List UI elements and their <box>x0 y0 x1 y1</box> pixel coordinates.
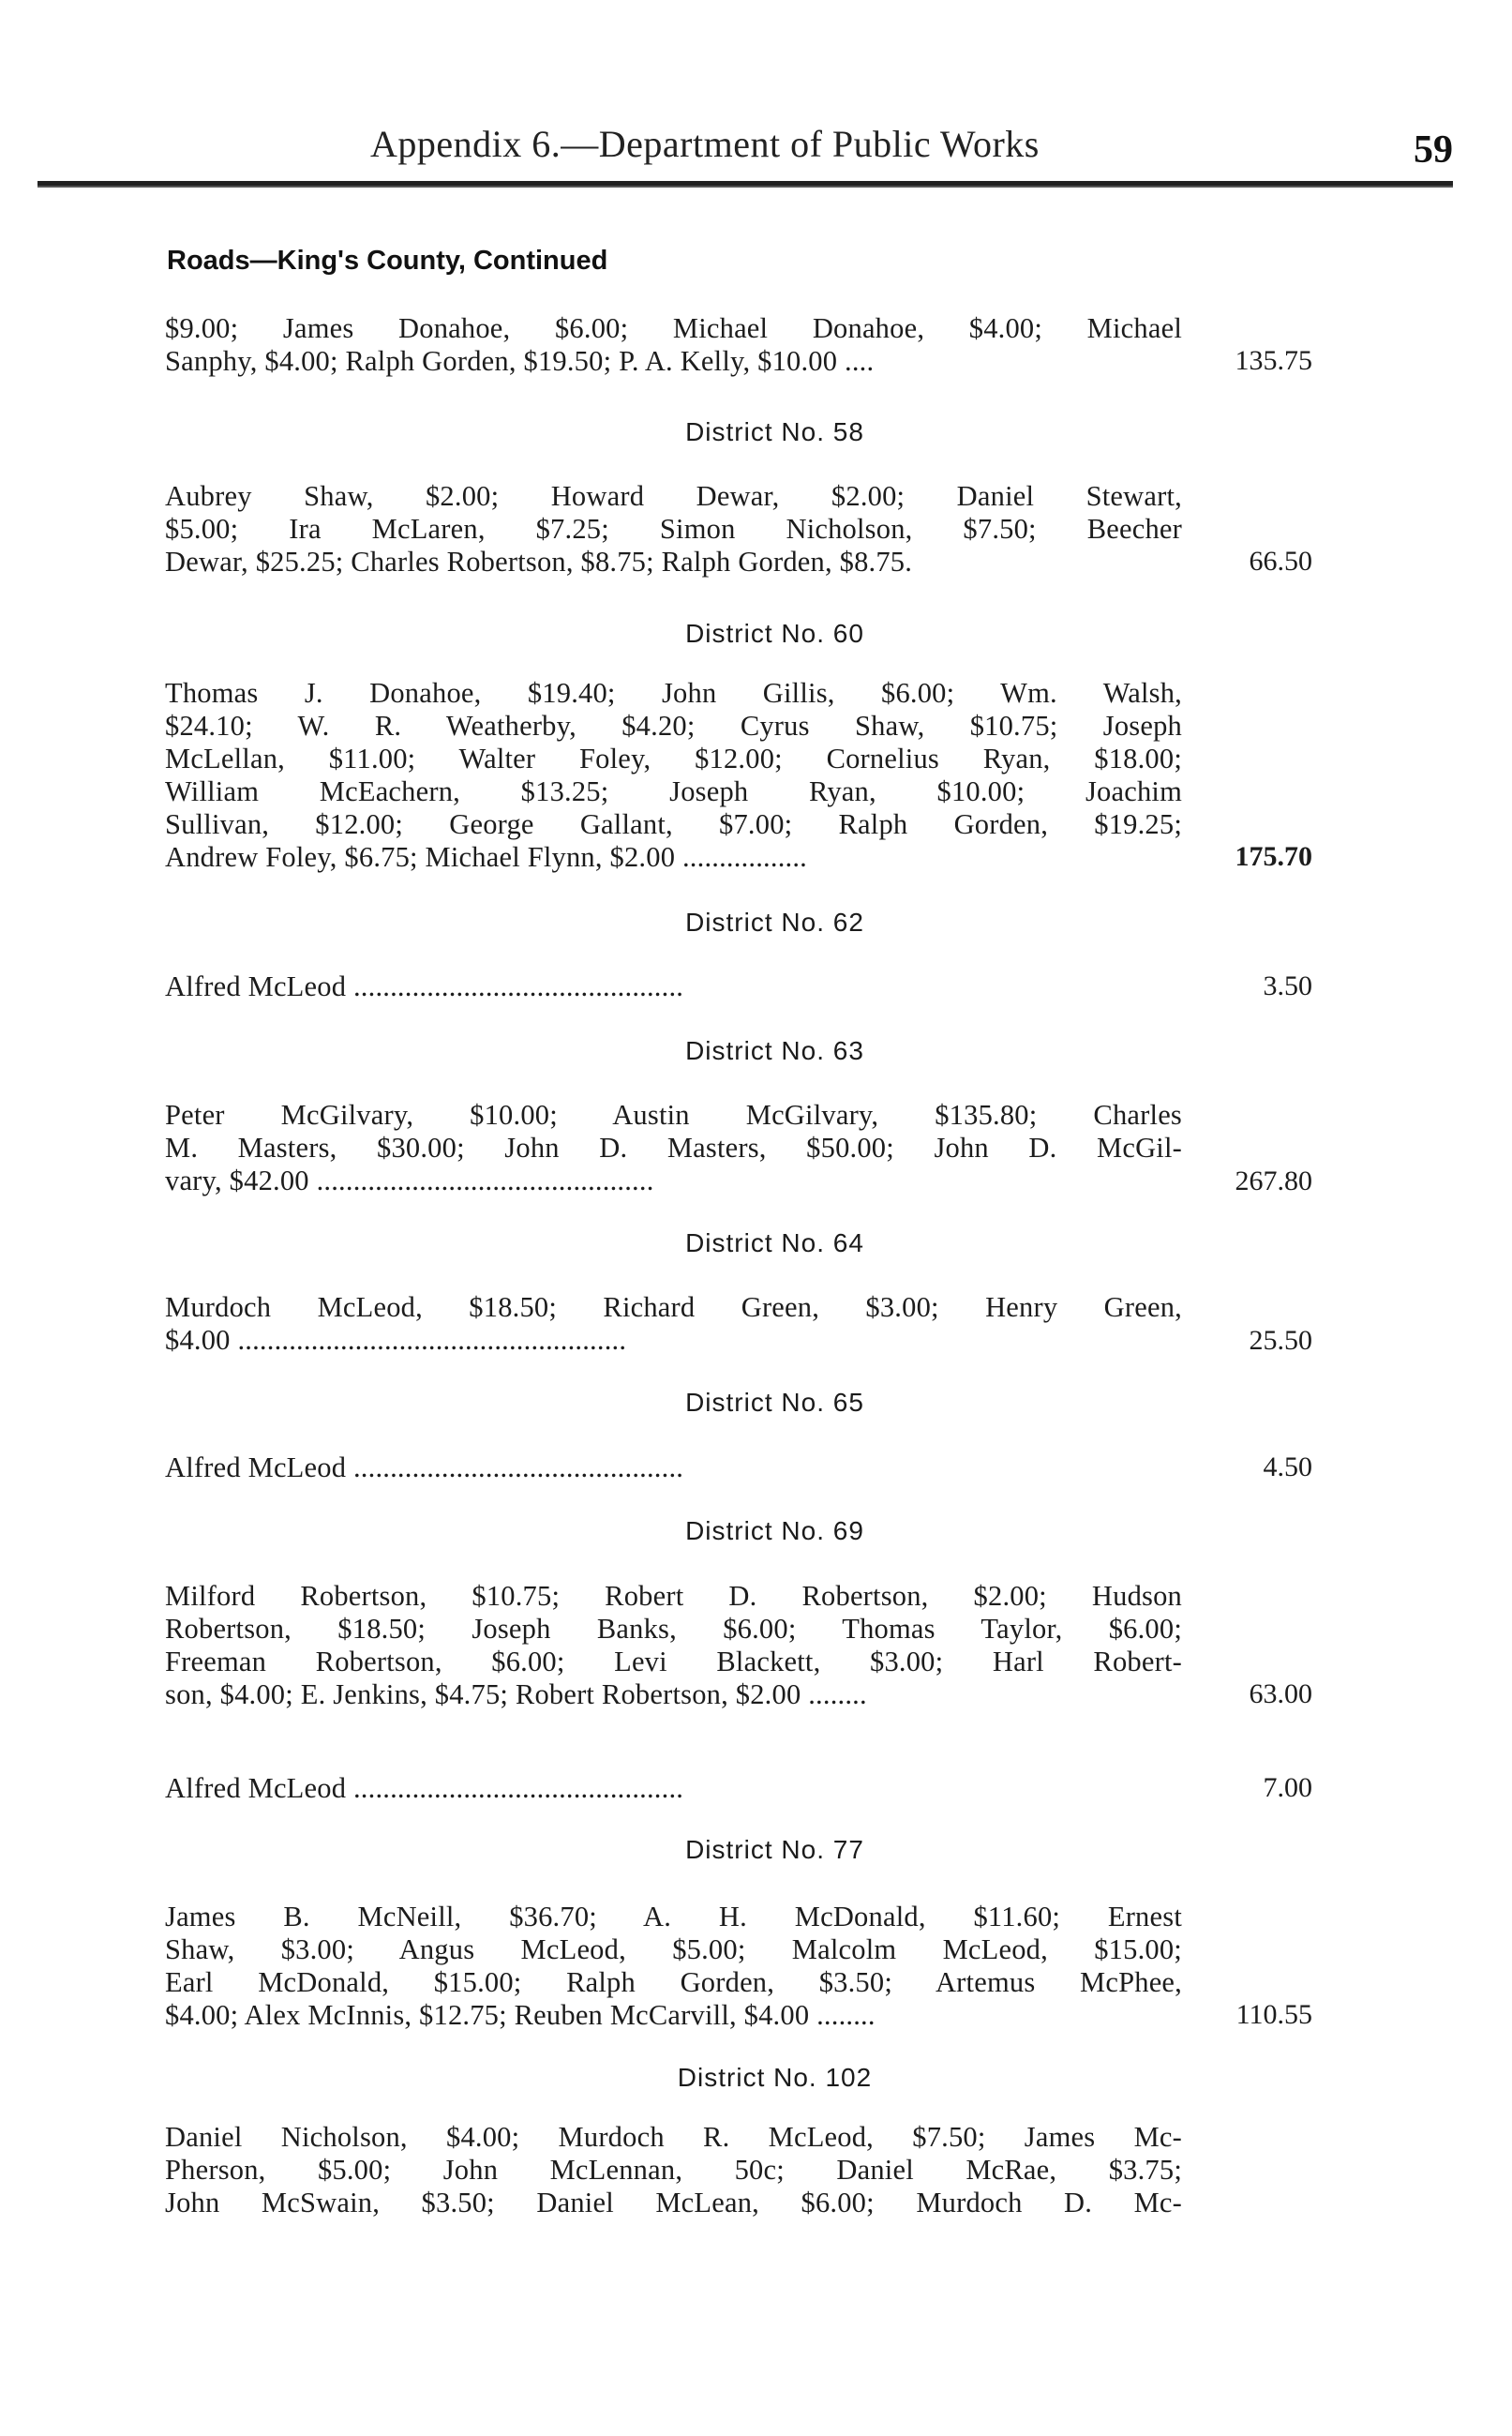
district-heading: District No. 58 <box>685 417 864 446</box>
entry-line: McLellan, $11.00; Walter Foley, $12.00; Cornelius Ryan, $18.00; <box>165 743 1182 774</box>
district-total: 66.50 <box>1249 546 1312 577</box>
district-entry <box>165 1451 1196 1484</box>
district-entry <box>165 1099 1196 1197</box>
district-heading: District No. 69 <box>685 1516 864 1545</box>
continuation-entry <box>165 312 1196 378</box>
district-heading: District No. 62 <box>685 908 864 937</box>
section-title: Roads—King's County, Continued <box>167 246 608 276</box>
entry-line: $24.10; W. R. Weatherby, $4.20; Cyrus Shaw, $10.75; Joseph <box>165 710 1182 742</box>
entry-line: Alfred McLeod ............................................. <box>165 970 684 1002</box>
entry-line: Murdoch McLeod, $18.50; Richard Green, $3.00; Henry Green, <box>165 1291 1182 1323</box>
district-total: 4.50 <box>1263 1451 1312 1482</box>
district-total: 25.50 <box>1249 1325 1312 1356</box>
entry-line: Andrew Foley, $6.75; Michael Flynn, $2.00 ................. <box>165 841 808 873</box>
district-heading: District No. 60 <box>685 619 864 648</box>
district-total: 63.00 <box>1249 1678 1312 1709</box>
entry-line: William McEachern, $13.25; Joseph Ryan, $10.00; Joachim <box>165 775 1182 807</box>
entry-line: Peter McGilvary, $10.00; Austin McGilvary, $135.80; Charles <box>165 1099 1182 1131</box>
entry-line: Sullivan, $12.00; George Gallant, $7.00; Ralph Gorden, $19.25; <box>165 808 1182 840</box>
district-heading: District No. 65 <box>685 1388 864 1417</box>
district-entry <box>165 970 1196 1003</box>
district-heading: District No. 102 <box>677 2063 873 2092</box>
district-entry <box>165 1901 1196 2032</box>
district-entry <box>165 2121 1196 2219</box>
entry-line: Pherson, $5.00; John McLennan, 50c; Daniel McRae, $3.75; <box>165 2154 1182 2186</box>
district-entry-extra <box>165 1772 1196 1805</box>
entry-line: Alfred McLeod ............................................. <box>165 1772 684 1804</box>
entry-line: Dewar, $25.25; Charles Robertson, $8.75; Ralph Gorden, $8.75. <box>165 546 913 578</box>
entry-line: $5.00; Ira McLaren, $7.25; Simon Nicholson, $7.50; Beecher <box>165 513 1182 545</box>
district-total: 3.50 <box>1263 970 1312 1001</box>
page-number: 59 <box>1414 128 1453 172</box>
entry-line: Daniel Nicholson, $4.00; Murdoch R. McLeod, $7.50; James Mc- <box>165 2121 1182 2153</box>
entry-line: Aubrey Shaw, $2.00; Howard Dewar, $2.00; Daniel Stewart, <box>165 480 1182 512</box>
district-entry <box>165 1580 1196 1711</box>
continuation-total: 135.75 <box>1235 345 1312 376</box>
district-entry <box>165 1291 1196 1357</box>
district-total: 110.55 <box>1235 1999 1312 2030</box>
district-entry <box>165 480 1196 579</box>
entry-line: Milford Robertson, $10.75; Robert D. Robertson, $2.00; Hudson <box>165 1580 1182 1612</box>
district-total: 267.80 <box>1235 1165 1312 1196</box>
district-heading: District No. 77 <box>685 1835 864 1864</box>
running-title: Appendix 6.—Department of Public Works <box>370 123 1040 165</box>
entry-line: Freeman Robertson, $6.00; Levi Blackett, $3.00; Harl Robert- <box>165 1646 1182 1677</box>
entry-line: $4.00; Alex McInnis, $12.75; Reuben McCarvill, $4.00 ........ <box>165 1999 876 2031</box>
district-total: 7.00 <box>1263 1772 1312 1803</box>
entry-line: Alfred McLeod ............................................. <box>165 1451 684 1483</box>
entry-line: John McSwain, $3.50; Daniel McLean, $6.00; Murdoch D. Mc- <box>165 2187 1182 2218</box>
entry-line: Earl McDonald, $15.00; Ralph Gorden, $3.50; Artemus McPhee, <box>165 1966 1182 1998</box>
entry-line: Sanphy, $4.00; Ralph Gorden, $19.50; P. A. Kelly, $10.00 .... <box>165 345 875 377</box>
entry-line: vary, $42.00 .............................................. <box>165 1165 654 1196</box>
district-total: 175.70 <box>1235 841 1312 872</box>
entry-line: Thomas J. Donahoe, $19.40; John Gillis, $6.00; Wm. Walsh, <box>165 677 1182 709</box>
entry-line: $4.00 ..................................................... <box>165 1324 627 1356</box>
entry-line: Shaw, $3.00; Angus McLeod, $5.00; Malcolm McLeod, $15.00; <box>165 1933 1182 1965</box>
header-rule <box>37 181 1453 188</box>
entry-line: Robertson, $18.50; Joseph Banks, $6.00; Thomas Taylor, $6.00; <box>165 1613 1182 1645</box>
entry-line: $9.00; James Donahoe, $6.00; Michael Donahoe, $4.00; Michael <box>165 312 1182 344</box>
district-heading: District No. 64 <box>685 1228 864 1257</box>
entry-line: M. Masters, $30.00; John D. Masters, $50.00; John D. McGil- <box>165 1132 1182 1164</box>
entry-line: son, $4.00; E. Jenkins, $4.75; Robert Robertson, $2.00 ........ <box>165 1678 867 1710</box>
running-head <box>0 122 1512 178</box>
district-entry <box>165 677 1196 874</box>
entry-line: James B. McNeill, $36.70; A. H. McDonald, $11.60; Ernest <box>165 1901 1182 1932</box>
district-heading: District No. 63 <box>685 1036 864 1065</box>
